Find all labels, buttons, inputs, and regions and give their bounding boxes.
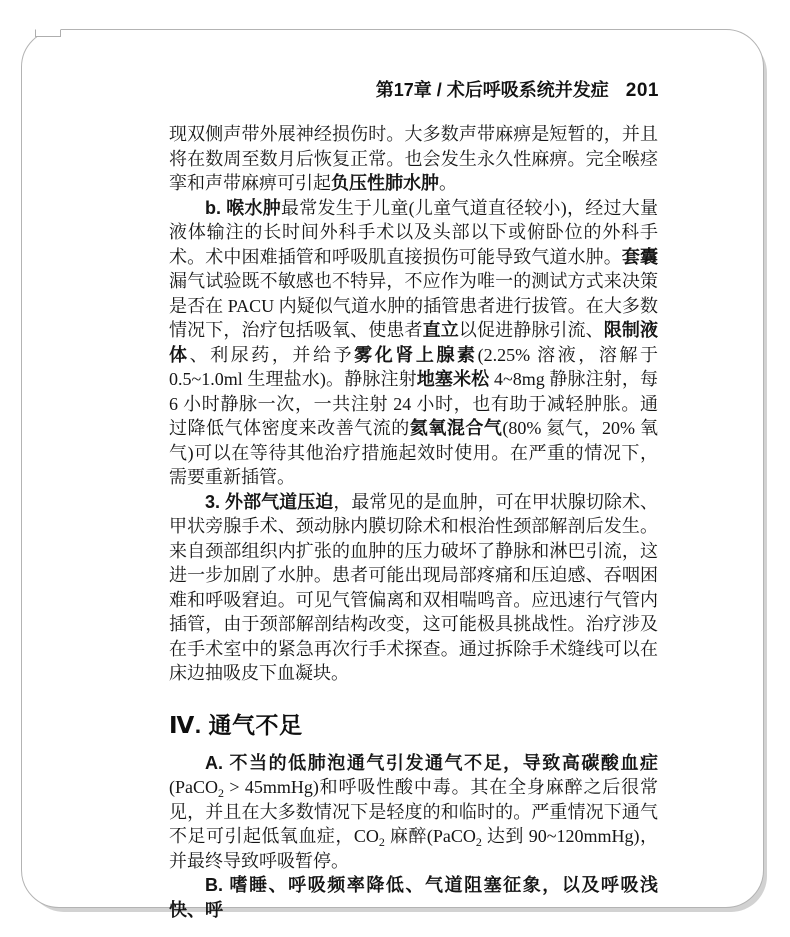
paragraph-laryngeal-edema: b. 喉水肿最常发生于儿童(儿童气道直径较小)，经过大量液体输注的长时间外科手术以及头部以下或俯卧位的外科手术。术中困难插管和呼吸肌直接损伤可能导致气道水肿。套囊漏气试验既不敏感也不特异，不应作为唯一的测试方式来决策是否在 PACU 内疑似气道水肿的插管患者进行拔管。在大多数情况下，治疗包括吸氧、使患者直立以促进静脉引流、限制液体、利尿药，并给予雾化肾上腺素(2.25% 溶液，溶解于 0.5~1.0ml 生理盐水)。静脉注射地塞米松 4~8mg 静脉注射，每 6 小时静脉一次，一共注射 24 小时，也有助于减轻肿胀。通过降低气体密度来改善气流的氦氧混合气(80% 氦气，20% 氧气)可以在等待其他治疗措施起效时使用。在严重的情况下，需要重新插管。 [169,197,659,487]
book-page [21,29,764,920]
section-heading-hypoventilation: Ⅳ. 通气不足 [169,711,303,738]
paragraph-external-airway-compression: 3. 外部气道压迫，最常见的是血肿，可在甲状腺切除术、甲状旁腺手术、颈动脉内膜切除术和根治性颈部解剖后发生。来自颈部组织内扩张的血肿的压力破坏了静脉和淋巴引流，这进一步加剧了水肿。患者可能出现局部疼痛和压迫感、吞咽困难和呼吸窘迫。可见气管偏离和双相喘鸣音。应迅速行气管内插管，由于颈部解剖结构改变，这可能极具挑战性。治疗涉及在手术室中的紧急再次行手术探查。通过拆除手术缝线可以在床边抽吸皮下血凝块。 [169,491,659,683]
page-content [169,122,658,922]
scan-artifact [35,29,61,37]
paragraph-vocal-cord-paralysis: 现双侧声带外展神经损伤时。大多数声带麻痹是短暂的，并且将在数周至数月后恢复正常。也会发生永久性麻痹。完全喉痉挛和声带麻痹可引起负压性肺水肿。 [169,124,658,193]
chapter-title: 第17章 / 术后呼吸系统并发症 [375,80,609,100]
paragraph-hypoventilation-b: B. 嗜睡、呼吸频率降低、气道阻塞征象，以及呼吸浅快、呼 [169,875,658,920]
page-header [169,76,659,102]
page-number: 201 [625,80,659,101]
paragraph-hypoventilation-a: A. 不当的低肺泡通气引发通气不足，导致高碳酸血症(PaCO$_2$ > 45mmHg)和呼吸性酸中毒。其在全身麻醉之后很常见，并且在大多数情况下是轻度的和临时的。严重情况下通气不足可引起低氧血症，$CO_2$ 麻醉(PaCO$_2$ 达到 90~120mmHg)，并最终导致呼吸暂停。 [169,752,659,871]
